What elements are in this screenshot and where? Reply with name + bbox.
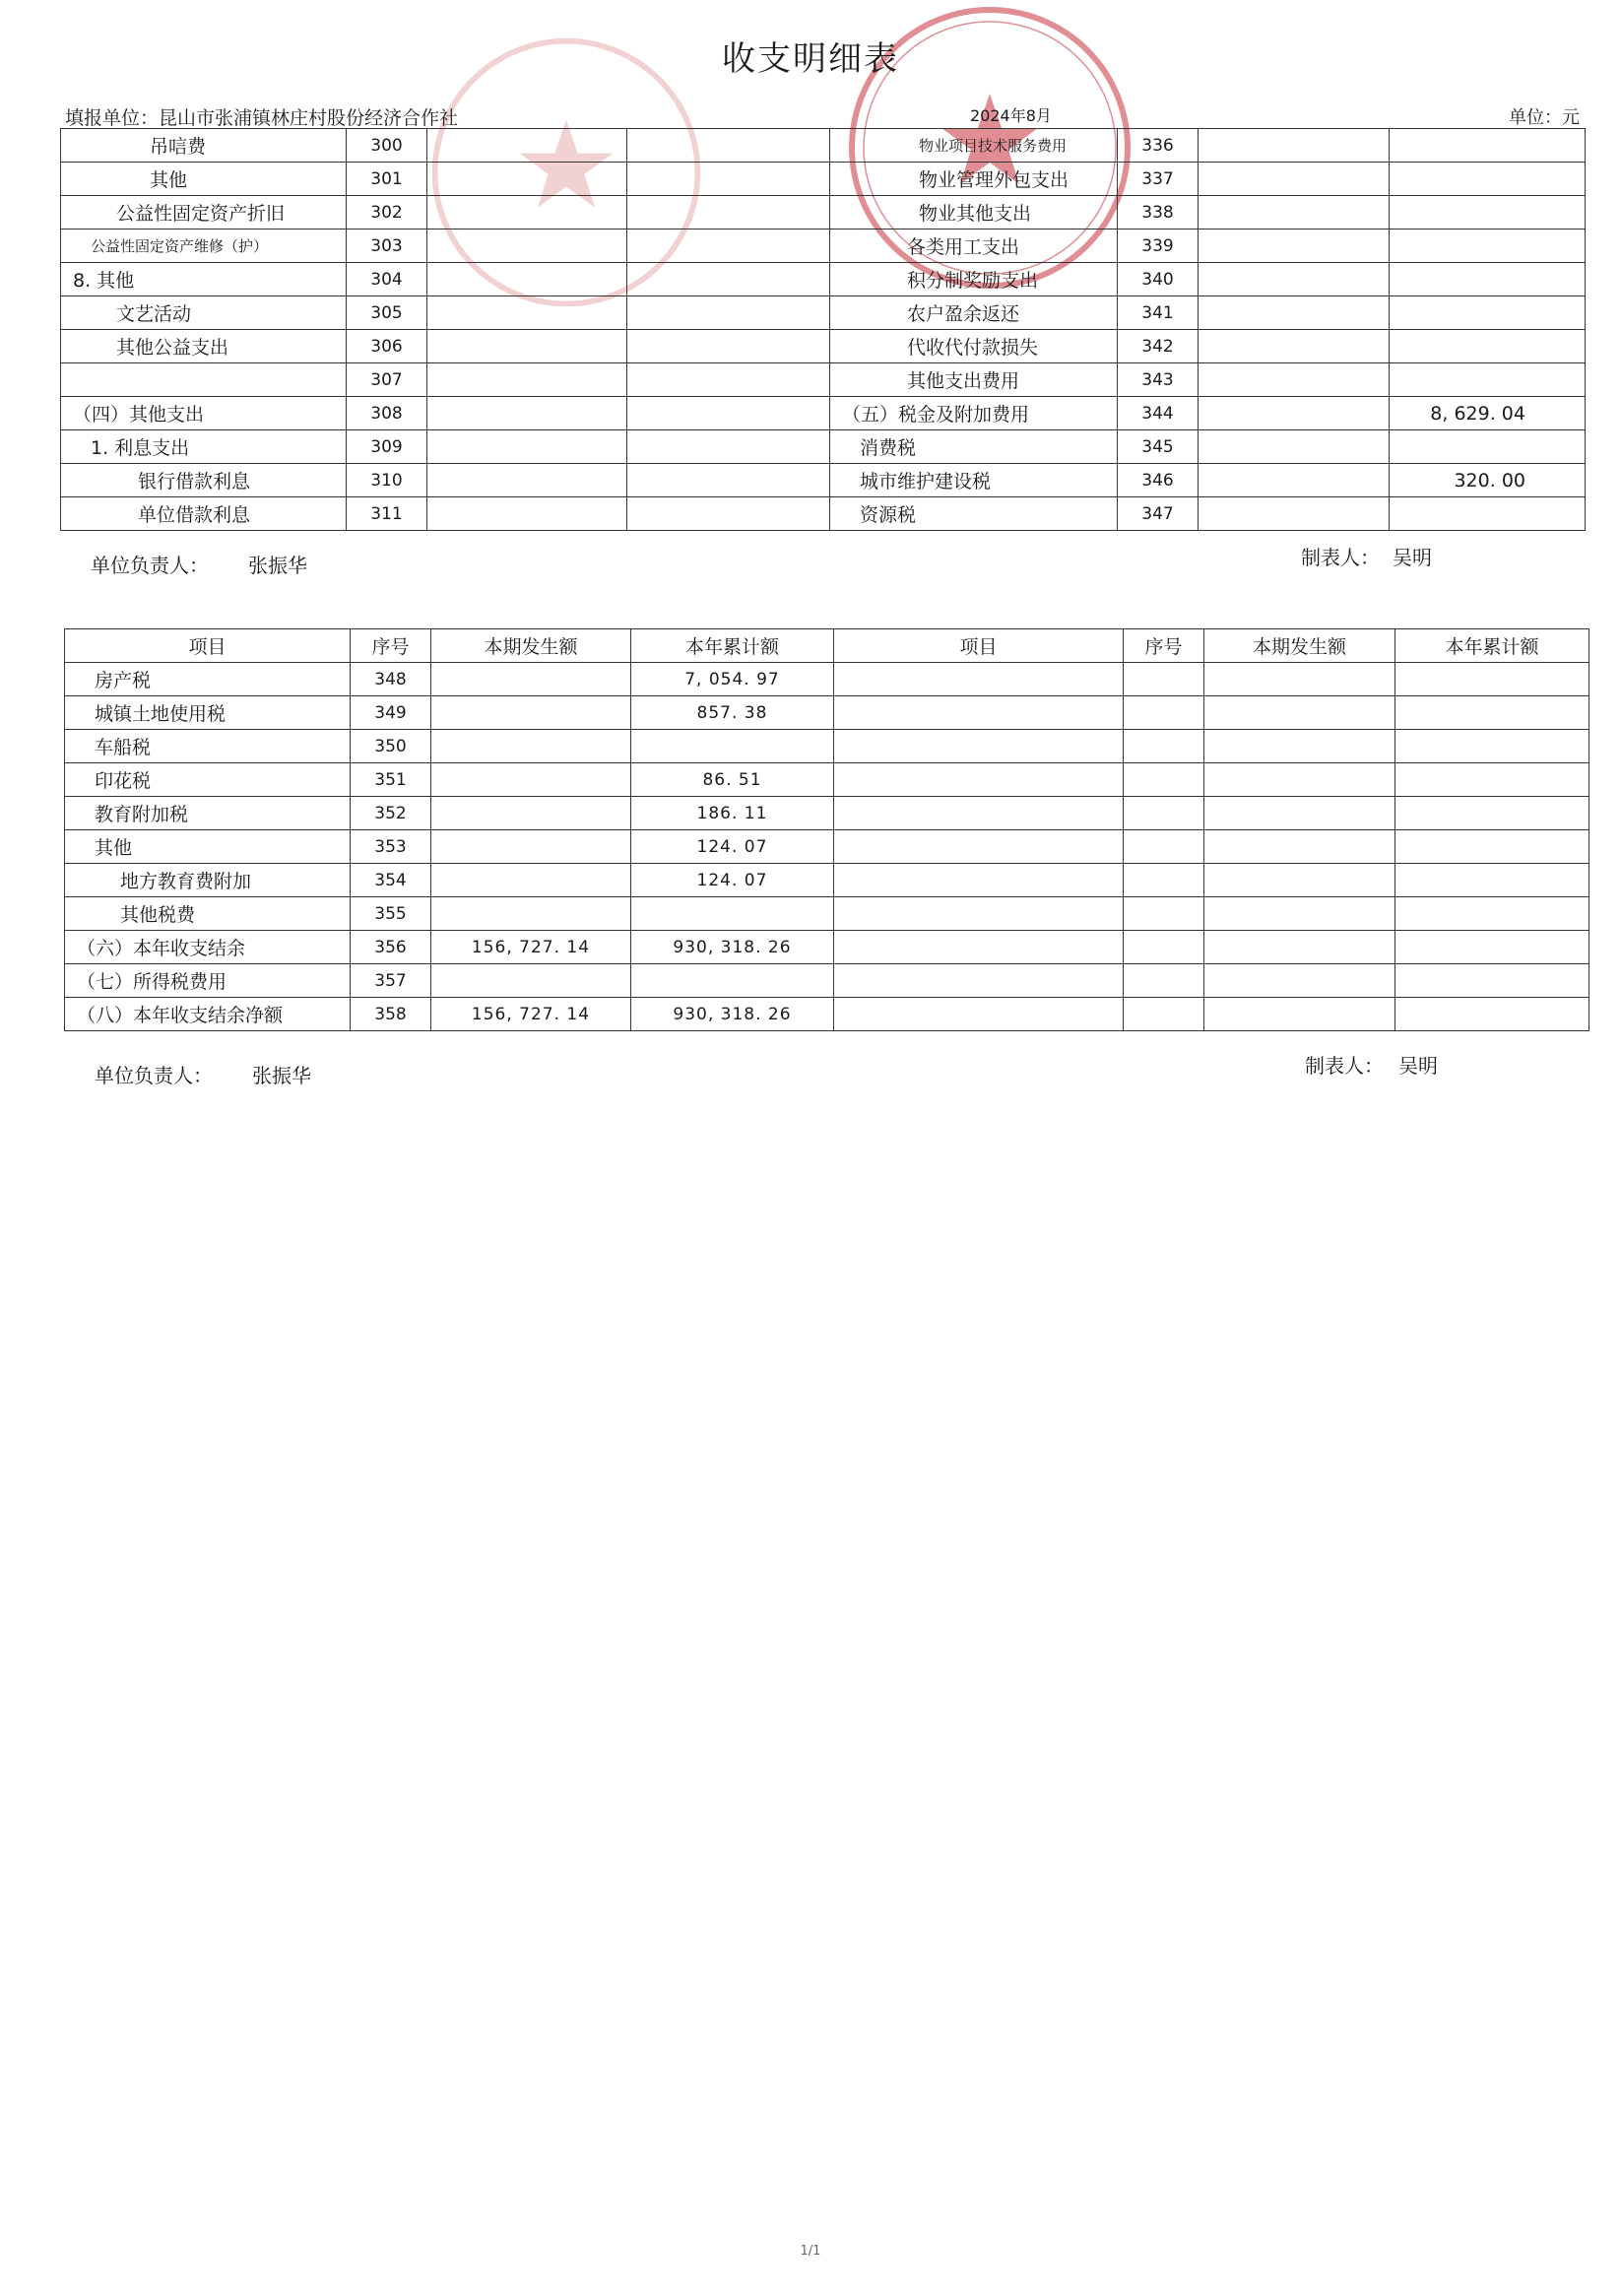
- row-current-amount: [427, 263, 627, 296]
- row-item-name-empty: [834, 763, 1124, 797]
- col-header-item-2: 项目: [834, 629, 1124, 663]
- row-seq: 337: [1118, 163, 1199, 196]
- row-seq: 350: [351, 730, 431, 763]
- table-row: [65, 830, 1589, 864]
- maker-name-1: 吴明: [1393, 546, 1432, 569]
- row-item-name: 物业其他支出: [830, 196, 1118, 230]
- row-ytd-amount: [627, 263, 830, 296]
- row-ytd-empty: [1395, 998, 1589, 1031]
- table-row: [65, 663, 1589, 696]
- col-header-current-2: 本期发生额: [1204, 629, 1395, 663]
- tax-detail-table-bottom: [64, 628, 1589, 1031]
- row-item-name: 8. 其他: [61, 263, 347, 296]
- row-item-name-empty: [834, 931, 1124, 964]
- row-seq: 343: [1118, 363, 1199, 397]
- row-item-name: [61, 363, 347, 397]
- row-seq: 344: [1118, 397, 1199, 430]
- row-item-name: 城镇土地使用税: [65, 696, 351, 730]
- table-row: [61, 296, 1586, 330]
- row-current-amount: [431, 897, 631, 931]
- row-ytd-amount: [631, 897, 834, 931]
- row-ytd-empty: [1395, 696, 1589, 730]
- row-item-name: 其他: [65, 830, 351, 864]
- col-header-seq: 序号: [351, 629, 431, 663]
- row-item-name: 文艺活动: [61, 296, 347, 330]
- row-ytd-amount: [1390, 363, 1586, 397]
- row-item-name: 城市维护建设税: [830, 464, 1118, 497]
- row-item-name: 教育附加税: [65, 797, 351, 830]
- row-seq-empty: [1124, 696, 1204, 730]
- row-ytd-empty: [1395, 730, 1589, 763]
- row-current-empty: [1204, 931, 1395, 964]
- row-ytd-amount: 930, 318. 26: [631, 998, 834, 1031]
- row-seq: 358: [351, 998, 431, 1031]
- row-ytd-amount: 186. 11: [631, 797, 834, 830]
- row-current-amount: 156, 727. 14: [431, 998, 631, 1031]
- row-ytd-amount: 7, 054. 97: [631, 663, 834, 696]
- row-ytd-amount: 8, 629. 04: [1390, 397, 1586, 430]
- row-seq: 309: [347, 430, 427, 464]
- row-seq: 308: [347, 397, 427, 430]
- row-seq: 356: [351, 931, 431, 964]
- row-seq: 305: [347, 296, 427, 330]
- row-ytd-empty: [1395, 897, 1589, 931]
- table-row: [61, 464, 1586, 497]
- row-current-empty: [1204, 663, 1395, 696]
- table-row: [61, 430, 1586, 464]
- table-row: [65, 797, 1589, 830]
- col-header-seq-2: 序号: [1124, 629, 1204, 663]
- row-item-name: 资源税: [830, 497, 1118, 531]
- row-current-amount: [1199, 230, 1390, 263]
- table-row: [65, 730, 1589, 763]
- row-ytd-empty: [1395, 763, 1589, 797]
- row-current-amount: [431, 964, 631, 998]
- row-seq: 311: [347, 497, 427, 531]
- row-ytd-amount: [1390, 230, 1586, 263]
- row-seq: 349: [351, 696, 431, 730]
- row-seq: 300: [347, 129, 427, 163]
- table-row: [65, 931, 1589, 964]
- col-header-ytd-2: 本年累计额: [1395, 629, 1589, 663]
- row-seq-empty: [1124, 830, 1204, 864]
- row-current-amount: [427, 296, 627, 330]
- row-current-amount: [1199, 196, 1390, 230]
- expense-detail-table-top: [60, 128, 1586, 531]
- row-current-amount: [1199, 263, 1390, 296]
- row-seq: 302: [347, 196, 427, 230]
- row-item-name: （四）其他支出: [61, 397, 347, 430]
- row-current-empty: [1204, 696, 1395, 730]
- row-current-amount: [1199, 330, 1390, 363]
- row-ytd-empty: [1395, 931, 1589, 964]
- table-row: [61, 363, 1586, 397]
- row-current-amount: [431, 864, 631, 897]
- maker-label-2: 制表人：: [1305, 1054, 1384, 1078]
- row-current-amount: [1199, 163, 1390, 196]
- row-seq: 348: [351, 663, 431, 696]
- row-item-name: （八）本年收支结余净额: [65, 998, 351, 1031]
- row-ytd-amount: [627, 230, 830, 263]
- row-item-name: 印花税: [65, 763, 351, 797]
- row-seq: 341: [1118, 296, 1199, 330]
- row-item-name-empty: [834, 663, 1124, 696]
- row-ytd-amount: [1390, 430, 1586, 464]
- table-row: [61, 397, 1586, 430]
- row-item-name: 房产税: [65, 663, 351, 696]
- row-current-amount: [431, 830, 631, 864]
- row-item-name: 各类用工支出: [830, 230, 1118, 263]
- row-item-name: 公益性固定资产维修（护）: [61, 230, 347, 263]
- row-item-name-empty: [834, 998, 1124, 1031]
- row-current-amount: [427, 363, 627, 397]
- table-row: [65, 696, 1589, 730]
- row-ytd-amount: 124. 07: [631, 864, 834, 897]
- row-item-name: 单位借款利息: [61, 497, 347, 531]
- currency-unit: 单位：元: [1509, 107, 1580, 128]
- row-ytd-amount: [627, 363, 830, 397]
- row-current-amount: [427, 397, 627, 430]
- row-item-name-empty: [834, 964, 1124, 998]
- table-row: [61, 263, 1586, 296]
- row-current-amount: [431, 797, 631, 830]
- row-item-name-empty: [834, 897, 1124, 931]
- table-row: [61, 129, 1586, 163]
- row-current-amount: [1199, 397, 1390, 430]
- row-ytd-amount: [1390, 163, 1586, 196]
- row-seq-empty: [1124, 864, 1204, 897]
- row-seq: 338: [1118, 196, 1199, 230]
- row-ytd-amount: [1390, 330, 1586, 363]
- row-current-amount: 156, 727. 14: [431, 931, 631, 964]
- row-item-name-empty: [834, 830, 1124, 864]
- row-current-amount: [427, 464, 627, 497]
- row-current-amount: [1199, 430, 1390, 464]
- row-item-name: 农户盈余返还: [830, 296, 1118, 330]
- row-seq-empty: [1124, 897, 1204, 931]
- row-current-empty: [1204, 964, 1395, 998]
- row-ytd-amount: 930, 318. 26: [631, 931, 834, 964]
- row-current-empty: [1204, 830, 1395, 864]
- row-current-empty: [1204, 864, 1395, 897]
- row-seq-empty: [1124, 964, 1204, 998]
- row-seq: 336: [1118, 129, 1199, 163]
- row-item-name: 吊唁费: [61, 129, 347, 163]
- table-row: [65, 763, 1589, 797]
- row-seq: 301: [347, 163, 427, 196]
- row-seq: 355: [351, 897, 431, 931]
- row-seq-empty: [1124, 931, 1204, 964]
- row-seq: 351: [351, 763, 431, 797]
- row-current-amount: [427, 330, 627, 363]
- row-item-name: 车船税: [65, 730, 351, 763]
- row-current-amount: [431, 763, 631, 797]
- row-item-name-empty: [834, 696, 1124, 730]
- col-header-current: 本期发生额: [431, 629, 631, 663]
- row-current-amount: [427, 230, 627, 263]
- row-current-amount: [427, 497, 627, 531]
- row-item-name-empty: [834, 797, 1124, 830]
- row-item-name: 1. 利息支出: [61, 430, 347, 464]
- row-current-amount: [431, 696, 631, 730]
- row-item-name: 其他: [61, 163, 347, 196]
- row-seq-empty: [1124, 797, 1204, 830]
- row-ytd-amount: 124. 07: [631, 830, 834, 864]
- row-current-amount: [1199, 363, 1390, 397]
- row-ytd-amount: [631, 730, 834, 763]
- row-ytd-amount: [627, 497, 830, 531]
- leader-label-2: 单位负责人：: [95, 1064, 213, 1087]
- table-row: [61, 497, 1586, 531]
- table-row: [61, 230, 1586, 263]
- row-item-name: 积分制奖励支出: [830, 263, 1118, 296]
- leader-name-1: 张振华: [248, 554, 307, 577]
- row-ytd-amount: [631, 964, 834, 998]
- row-ytd-empty: [1395, 964, 1589, 998]
- row-ytd-amount: 86. 51: [631, 763, 834, 797]
- row-seq-empty: [1124, 998, 1204, 1031]
- row-seq-empty: [1124, 663, 1204, 696]
- leader-name-2: 张振华: [252, 1064, 311, 1087]
- col-header-ytd: 本年累计额: [631, 629, 834, 663]
- row-current-amount: [1199, 464, 1390, 497]
- page-number: 1/1: [800, 2244, 821, 2259]
- row-item-name: 其他支出费用: [830, 363, 1118, 397]
- maker-label-1: 制表人：: [1301, 546, 1380, 569]
- row-item-name: 地方教育费附加: [65, 864, 351, 897]
- table-row: [65, 864, 1589, 897]
- row-current-amount: [427, 430, 627, 464]
- row-ytd-empty: [1395, 797, 1589, 830]
- row-seq: 304: [347, 263, 427, 296]
- row-item-name-empty: [834, 864, 1124, 897]
- col-header-item: 项目: [65, 629, 351, 663]
- leader-label-1: 单位负责人：: [91, 554, 209, 577]
- row-current-empty: [1204, 897, 1395, 931]
- row-current-amount: [427, 163, 627, 196]
- row-ytd-amount: [627, 296, 830, 330]
- table-row: [65, 897, 1589, 931]
- row-item-name: 物业管理外包支出: [830, 163, 1118, 196]
- row-ytd-empty: [1395, 830, 1589, 864]
- row-current-empty: [1204, 797, 1395, 830]
- row-ytd-amount: [1390, 497, 1586, 531]
- row-seq: 346: [1118, 464, 1199, 497]
- row-item-name: 其他税费: [65, 897, 351, 931]
- row-item-name: （五）税金及附加费用: [830, 397, 1118, 430]
- row-ytd-amount: [1390, 263, 1586, 296]
- report-period: 2024年8月: [970, 106, 1052, 125]
- row-seq: 307: [347, 363, 427, 397]
- row-item-name: 银行借款利息: [61, 464, 347, 497]
- table-row: [65, 964, 1589, 998]
- row-ytd-amount: [627, 430, 830, 464]
- row-current-amount: [1199, 497, 1390, 531]
- row-seq: 347: [1118, 497, 1199, 531]
- row-seq: 303: [347, 230, 427, 263]
- row-item-name: 公益性固定资产折旧: [61, 196, 347, 230]
- row-ytd-amount: [1390, 296, 1586, 330]
- row-item-name: （六）本年收支结余: [65, 931, 351, 964]
- row-ytd-amount: [627, 397, 830, 430]
- row-item-name: 物业项目技术服务费用: [830, 129, 1118, 163]
- table-row: [61, 163, 1586, 196]
- row-item-name: （七）所得税费用: [65, 964, 351, 998]
- row-current-empty: [1204, 730, 1395, 763]
- row-seq: 310: [347, 464, 427, 497]
- maker-name-2: 吴明: [1398, 1054, 1438, 1078]
- row-ytd-amount: [627, 129, 830, 163]
- reporting-unit: 填报单位：昆山市张浦镇林庄村股份经济合作社: [65, 107, 459, 129]
- page-title: 收支明细表: [722, 39, 899, 79]
- row-item-name: 代收代付款损失: [830, 330, 1118, 363]
- row-seq-empty: [1124, 763, 1204, 797]
- row-item-name: 消费税: [830, 430, 1118, 464]
- row-item-name: 其他公益支出: [61, 330, 347, 363]
- row-ytd-amount: [1390, 196, 1586, 230]
- row-ytd-empty: [1395, 663, 1589, 696]
- row-item-name-empty: [834, 730, 1124, 763]
- table-header-row: [65, 629, 1589, 663]
- row-seq: 340: [1118, 263, 1199, 296]
- row-current-amount: [427, 196, 627, 230]
- row-current-amount: [427, 129, 627, 163]
- row-current-amount: [1199, 129, 1390, 163]
- row-current-empty: [1204, 998, 1395, 1031]
- row-current-empty: [1204, 763, 1395, 797]
- row-ytd-empty: [1395, 864, 1589, 897]
- row-ytd-amount: [627, 163, 830, 196]
- row-seq: 345: [1118, 430, 1199, 464]
- row-ytd-amount: 857. 38: [631, 696, 834, 730]
- table-row: [61, 330, 1586, 363]
- row-seq: 339: [1118, 230, 1199, 263]
- row-seq: 352: [351, 797, 431, 830]
- row-seq: 357: [351, 964, 431, 998]
- row-ytd-amount: [1390, 129, 1586, 163]
- row-seq-empty: [1124, 730, 1204, 763]
- row-current-amount: [1199, 296, 1390, 330]
- row-ytd-amount: [627, 330, 830, 363]
- table-row: [61, 196, 1586, 230]
- row-seq: 353: [351, 830, 431, 864]
- row-seq: 354: [351, 864, 431, 897]
- row-ytd-amount: [627, 196, 830, 230]
- row-current-amount: [431, 663, 631, 696]
- row-seq: 306: [347, 330, 427, 363]
- row-seq: 342: [1118, 330, 1199, 363]
- row-ytd-amount: [627, 464, 830, 497]
- row-current-amount: [431, 730, 631, 763]
- row-ytd-amount: 320. 00: [1390, 464, 1586, 497]
- table-row: [65, 998, 1589, 1031]
